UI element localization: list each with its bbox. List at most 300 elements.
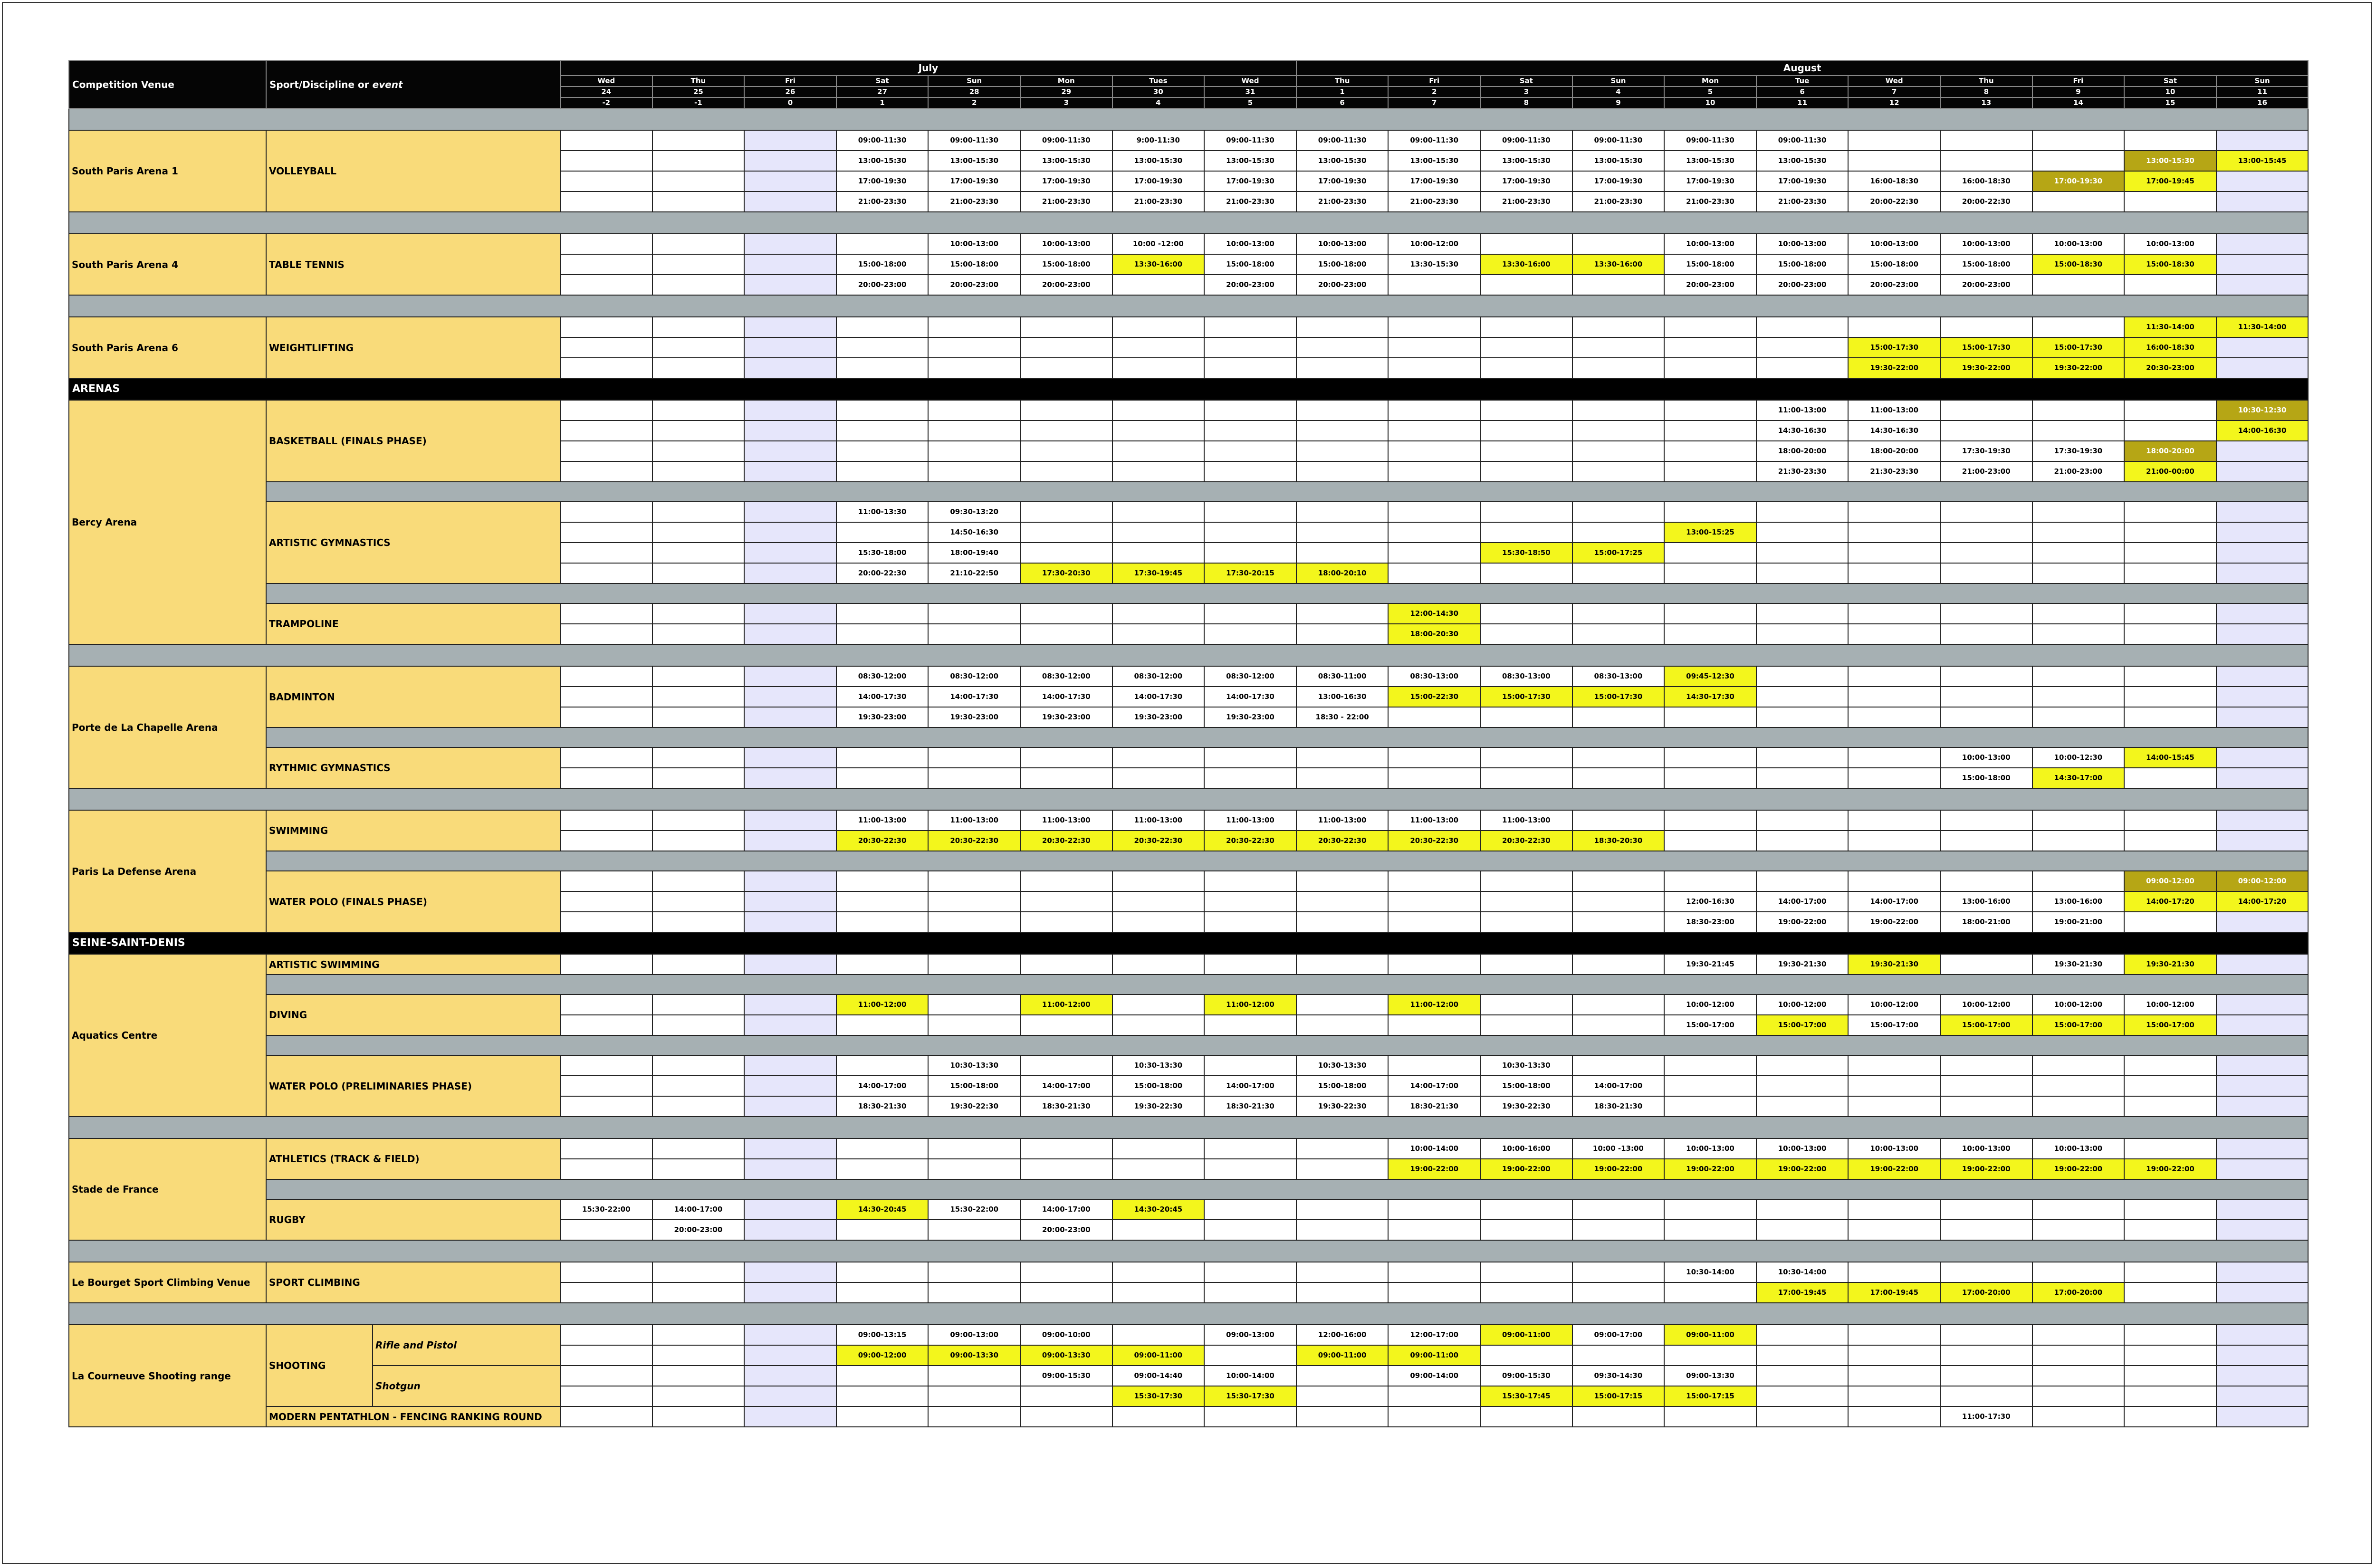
session-cell: 15:00-18:00	[928, 1076, 1020, 1096]
session-cell	[1480, 337, 1572, 358]
session-cell	[1940, 421, 2032, 441]
session-cell: 15:00-18:00	[1940, 254, 2032, 275]
session-cell: 17:00-19:30	[2032, 171, 2125, 191]
session-cell: 19:00-22:00	[1664, 1159, 1756, 1179]
session-cell	[2216, 1345, 2309, 1366]
session-cell	[2124, 1345, 2216, 1366]
session-cell	[1756, 871, 1849, 891]
session-cell: 17:30-19:30	[1940, 441, 2032, 461]
session-cell: 20:30-22:30	[836, 831, 929, 851]
session-cell	[1848, 1345, 1940, 1366]
session-cell: 15:30-17:45	[1480, 1386, 1572, 1406]
session-cell: 13:00-15:30	[1204, 151, 1296, 171]
session-cell	[560, 502, 652, 522]
table-row	[69, 295, 2308, 317]
session-cell	[560, 337, 652, 358]
session-cell	[1940, 603, 2032, 624]
session-cell	[744, 130, 836, 151]
table-row	[69, 603, 2308, 624]
session-cell: 10:00-13:00	[1204, 234, 1296, 254]
games-day-index: -1	[652, 97, 745, 108]
session-cell	[1940, 563, 2032, 583]
session-cell	[1388, 461, 1480, 482]
session-cell: 21:30-23:30	[1756, 461, 1849, 482]
session-cell: 13:00-16:00	[1940, 891, 2032, 912]
session-cell: 15:30-22:00	[928, 1199, 1020, 1220]
session-cell	[1572, 358, 1665, 378]
session-cell	[1848, 1325, 1940, 1345]
venue-name: Paris La Defense Arena	[69, 810, 266, 932]
session-cell: 09:00-11:30	[1572, 130, 1665, 151]
session-cell	[1940, 400, 2032, 421]
session-cell: 09:00-11:30	[1756, 130, 1849, 151]
session-cell	[1572, 768, 1665, 788]
session-cell	[2032, 421, 2125, 441]
table-row	[69, 1240, 2308, 1262]
session-cell: 13:00-15:30	[1664, 151, 1756, 171]
session-cell	[744, 1262, 836, 1282]
session-cell	[1756, 1096, 1849, 1117]
session-cell	[1112, 1220, 1205, 1240]
session-cell	[560, 421, 652, 441]
session-cell	[2032, 1220, 2125, 1240]
session-cell: 15:00-17:15	[1572, 1386, 1665, 1406]
session-cell: 19:00-21:00	[2032, 912, 2125, 932]
venue-name: South Paris Arena 4	[69, 234, 266, 295]
session-cell: 11:30-14:00	[2124, 317, 2216, 337]
session-cell	[928, 1282, 1020, 1303]
day-number: 30	[1112, 86, 1205, 97]
session-cell	[744, 891, 836, 912]
session-cell	[1296, 522, 1389, 543]
session-cell	[2124, 1366, 2216, 1386]
session-cell: 15:00-17:15	[1664, 1386, 1756, 1406]
table-row	[69, 975, 2308, 994]
session-cell	[1296, 1282, 1389, 1303]
sport-name: RYTHMIC GYMNASTICS	[266, 747, 560, 788]
session-cell: 19:30-21:30	[1756, 954, 1849, 975]
session-cell: 18:00-20:30	[1388, 624, 1480, 644]
session-cell: 14:00-17:00	[1204, 1076, 1296, 1096]
session-cell	[1112, 522, 1205, 543]
session-cell	[2124, 191, 2216, 212]
session-cell: 18:00-20:00	[1756, 441, 1849, 461]
games-day-index: 13	[1940, 97, 2032, 108]
session-cell	[1756, 543, 1849, 563]
session-cell: 19:30-21:30	[2032, 954, 2125, 975]
session-cell	[1756, 1406, 1849, 1427]
session-cell: 17:00-19:30	[1664, 171, 1756, 191]
session-cell	[560, 624, 652, 644]
session-cell	[1756, 687, 1849, 707]
session-cell	[652, 707, 745, 727]
games-day-index: 12	[1848, 97, 1940, 108]
session-cell	[560, 358, 652, 378]
session-cell	[1296, 1138, 1389, 1159]
session-cell	[2124, 1220, 2216, 1240]
venue-name: Stade de France	[69, 1138, 266, 1240]
session-cell	[744, 603, 836, 624]
session-cell	[836, 1220, 929, 1240]
session-cell	[836, 1262, 929, 1282]
sub-separator	[266, 851, 2308, 871]
session-cell: 19:30-22:30	[928, 1096, 1020, 1117]
games-day-index: -2	[560, 97, 652, 108]
session-cell	[1664, 747, 1756, 768]
session-cell	[1480, 461, 1572, 482]
session-cell	[1204, 337, 1296, 358]
session-cell	[560, 1345, 652, 1366]
session-cell: 21:00-23:30	[1296, 191, 1389, 212]
day-number: 29	[1020, 86, 1112, 97]
session-cell: 11:30-14:00	[2216, 317, 2309, 337]
session-cell: 15:00-18:00	[1296, 254, 1389, 275]
session-cell	[560, 1138, 652, 1159]
session-cell	[2216, 912, 2309, 932]
session-cell	[1664, 871, 1756, 891]
session-cell: 10:00-13:00	[928, 234, 1020, 254]
sub-separator	[266, 482, 2308, 502]
session-cell	[928, 1366, 1020, 1386]
session-cell	[1756, 502, 1849, 522]
session-cell: 10:30-13:30	[1480, 1055, 1572, 1076]
session-cell: 10:00-12:00	[1756, 994, 1849, 1015]
session-cell: 10:00-12:00	[1940, 994, 2032, 1015]
session-cell	[1664, 603, 1756, 624]
session-cell: 15:00-18:00	[1112, 1076, 1205, 1096]
session-cell	[1480, 1282, 1572, 1303]
session-cell: 17:00-19:30	[1388, 171, 1480, 191]
session-cell	[1388, 441, 1480, 461]
session-cell	[560, 130, 652, 151]
session-cell	[744, 1282, 836, 1303]
session-cell	[1020, 502, 1112, 522]
sport-name: ARTISTIC GYMNASTICS	[266, 502, 560, 583]
session-cell	[2124, 1076, 2216, 1096]
session-cell	[1112, 502, 1205, 522]
session-cell	[652, 337, 745, 358]
session-cell	[560, 317, 652, 337]
session-cell	[1204, 358, 1296, 378]
session-cell	[1020, 1159, 1112, 1179]
session-cell	[1388, 891, 1480, 912]
table-row	[69, 583, 2308, 603]
session-cell	[2124, 1138, 2216, 1159]
session-cell	[2032, 1386, 2125, 1406]
session-cell	[1388, 543, 1480, 563]
session-cell	[1388, 337, 1480, 358]
session-cell	[560, 707, 652, 727]
session-cell	[836, 461, 929, 482]
session-cell	[1020, 1406, 1112, 1427]
session-cell	[2124, 130, 2216, 151]
session-cell	[1940, 522, 2032, 543]
day-of-week: Wed	[560, 76, 652, 86]
session-cell: 14:30-20:45	[1112, 1199, 1205, 1220]
session-cell	[1020, 337, 1112, 358]
session-cell	[1480, 954, 1572, 975]
session-cell	[744, 666, 836, 687]
session-cell: 15:00-18:00	[1204, 254, 1296, 275]
session-cell	[2124, 810, 2216, 831]
session-cell: 15:00-17:00	[2032, 1015, 2125, 1035]
session-cell: 15:00-18:30	[2124, 254, 2216, 275]
separator	[69, 108, 2308, 130]
session-cell: 21:00-23:30	[1480, 191, 1572, 212]
session-cell	[652, 871, 745, 891]
session-cell	[744, 707, 836, 727]
session-cell: 20:00-23:00	[1020, 275, 1112, 295]
session-cell	[1572, 871, 1665, 891]
session-cell	[1296, 871, 1389, 891]
session-cell: 19:00-22:00	[1388, 1159, 1480, 1179]
session-cell: 10:00-13:00	[1848, 234, 1940, 254]
session-cell	[2216, 994, 2309, 1015]
session-cell	[1572, 954, 1665, 975]
session-cell	[1480, 994, 1572, 1015]
session-cell: 10:00-13:00	[1940, 1138, 2032, 1159]
session-cell	[1112, 400, 1205, 421]
session-cell	[560, 831, 652, 851]
session-cell	[1020, 747, 1112, 768]
session-cell: 14:00-16:30	[2216, 421, 2309, 441]
session-cell	[2032, 1345, 2125, 1366]
session-cell: 21:00-23:30	[1756, 191, 1849, 212]
games-day-index: 14	[2032, 97, 2125, 108]
session-cell	[2216, 337, 2309, 358]
session-cell: 19:30-22:00	[1940, 358, 2032, 378]
session-cell	[1388, 502, 1480, 522]
day-of-week: Sat	[1480, 76, 1572, 86]
session-cell: 15:00-18:00	[1020, 254, 1112, 275]
session-cell	[1756, 1366, 1849, 1386]
session-cell: 09:00-13:00	[1204, 1325, 1296, 1345]
session-cell: 11:00-17:30	[1940, 1406, 2032, 1427]
session-cell	[2216, 358, 2309, 378]
session-cell	[1020, 543, 1112, 563]
games-day-index: 1	[836, 97, 929, 108]
session-cell	[928, 421, 1020, 441]
table-row	[69, 378, 2308, 400]
session-cell	[652, 603, 745, 624]
session-cell	[2124, 912, 2216, 932]
sport-name: TRAMPOLINE	[266, 603, 560, 644]
session-cell: 10:30-14:00	[1664, 1262, 1756, 1282]
day-number: 9	[2032, 86, 2125, 97]
session-cell	[1664, 543, 1756, 563]
session-cell	[1756, 1386, 1849, 1406]
session-cell	[2032, 543, 2125, 563]
session-cell: 11:00-13:00	[1204, 810, 1296, 831]
day-of-week: Thu	[652, 76, 745, 86]
session-cell: 10:00-12:00	[1848, 994, 1940, 1015]
session-cell	[2124, 421, 2216, 441]
session-cell	[2216, 461, 2309, 482]
session-cell	[652, 234, 745, 254]
session-cell	[1756, 522, 1849, 543]
session-cell: 15:00-22:30	[1388, 687, 1480, 707]
table-row	[69, 1366, 2308, 1386]
table-row	[69, 932, 2308, 954]
session-cell	[1940, 687, 2032, 707]
session-cell	[1664, 1345, 1756, 1366]
session-cell: 20:00-22:30	[1848, 191, 1940, 212]
separator	[69, 1240, 2308, 1262]
session-cell	[1480, 624, 1572, 644]
session-cell: 21:00-00:00	[2124, 461, 2216, 482]
session-cell	[1480, 768, 1572, 788]
table-row	[69, 788, 2308, 810]
session-cell	[560, 891, 652, 912]
session-cell: 10:30-12:30	[2216, 400, 2309, 421]
session-cell	[2124, 1055, 2216, 1076]
day-of-week: Sun	[1572, 76, 1665, 86]
session-cell	[1664, 441, 1756, 461]
session-cell	[1572, 1262, 1665, 1282]
session-cell	[1572, 317, 1665, 337]
table-row	[69, 234, 2308, 254]
session-cell	[2124, 1096, 2216, 1117]
session-cell	[836, 1386, 929, 1406]
session-cell	[2032, 1325, 2125, 1345]
session-cell	[560, 1282, 652, 1303]
session-cell	[1204, 1345, 1296, 1366]
session-cell	[2216, 441, 2309, 461]
session-cell: 13:30-16:00	[1480, 254, 1572, 275]
session-cell: 10:00-13:00	[2032, 234, 2125, 254]
session-cell: 17:00-19:30	[1480, 171, 1572, 191]
session-cell	[560, 191, 652, 212]
session-cell	[2032, 831, 2125, 851]
session-cell	[744, 1220, 836, 1240]
session-cell	[836, 747, 929, 768]
session-cell: 09:00-11:30	[928, 130, 1020, 151]
session-cell	[1480, 1199, 1572, 1220]
session-cell	[836, 891, 929, 912]
session-cell: 11:00-13:30	[836, 502, 929, 522]
day-of-week: Fri	[1388, 76, 1480, 86]
session-cell	[1848, 624, 1940, 644]
session-cell: 10:00 -12:00	[1112, 234, 1205, 254]
session-cell	[1848, 666, 1940, 687]
session-cell	[1112, 337, 1205, 358]
table-row	[69, 666, 2308, 687]
session-cell: 19:30-22:00	[2032, 358, 2125, 378]
session-cell	[1112, 1262, 1205, 1282]
session-cell: 18:30-23:00	[1664, 912, 1756, 932]
session-cell: 20:00-23:00	[1756, 275, 1849, 295]
session-cell	[1664, 707, 1756, 727]
session-cell: 21:00-23:30	[1572, 191, 1665, 212]
session-cell	[1664, 1096, 1756, 1117]
session-cell	[1664, 502, 1756, 522]
session-cell	[2216, 1199, 2309, 1220]
session-cell	[1480, 891, 1572, 912]
session-cell	[560, 543, 652, 563]
session-cell	[1204, 891, 1296, 912]
day-of-week: Wed	[1204, 76, 1296, 86]
session-cell: 09:00-11:30	[1020, 130, 1112, 151]
session-cell: 09:00-17:00	[1572, 1325, 1665, 1345]
session-cell	[1940, 831, 2032, 851]
session-cell: 20:00-23:00	[1020, 1220, 1112, 1240]
session-cell	[1020, 522, 1112, 543]
session-cell: 09:00-11:30	[1664, 130, 1756, 151]
session-cell	[1572, 400, 1665, 421]
session-cell	[560, 461, 652, 482]
session-cell	[2032, 1096, 2125, 1117]
session-cell	[744, 191, 836, 212]
session-cell	[2124, 1386, 2216, 1406]
session-cell	[1112, 421, 1205, 441]
session-cell	[1480, 563, 1572, 583]
session-cell	[836, 1015, 929, 1035]
session-cell	[560, 400, 652, 421]
session-cell	[1572, 1015, 1665, 1035]
session-cell	[1296, 994, 1389, 1015]
session-cell	[1572, 1055, 1665, 1076]
session-cell	[1664, 1220, 1756, 1240]
session-cell: 09:00-11:00	[1480, 1325, 1572, 1345]
session-cell	[2216, 1282, 2309, 1303]
day-of-week: Sun	[928, 76, 1020, 86]
session-cell: 13:30-16:00	[1112, 254, 1205, 275]
session-cell: 19:30-21:45	[1664, 954, 1756, 975]
session-cell	[836, 912, 929, 932]
session-cell	[652, 400, 745, 421]
session-cell: 12:00-14:30	[1388, 603, 1480, 624]
session-cell: 12:00-16:00	[1296, 1325, 1389, 1345]
session-cell	[744, 1406, 836, 1427]
session-cell	[1940, 543, 2032, 563]
session-cell	[652, 768, 745, 788]
table-row	[69, 727, 2308, 747]
session-cell	[928, 337, 1020, 358]
session-cell: 10:00-12:00	[1388, 234, 1480, 254]
session-cell: 19:30-22:00	[1848, 358, 1940, 378]
session-cell: 09:00-14:00	[1388, 1366, 1480, 1386]
sport-name: WEIGHTLIFTING	[266, 317, 560, 378]
session-cell	[1664, 1055, 1756, 1076]
table-row	[69, 954, 2308, 975]
session-cell	[2216, 687, 2309, 707]
session-cell: 14:00-17:20	[2124, 891, 2216, 912]
session-cell: 14:30-16:30	[1756, 421, 1849, 441]
session-cell: 11:00-13:00	[1112, 810, 1205, 831]
session-cell: 10:30-13:30	[928, 1055, 1020, 1076]
session-cell	[1848, 1076, 1940, 1096]
session-cell	[652, 522, 745, 543]
session-cell	[1020, 358, 1112, 378]
session-cell	[560, 1220, 652, 1240]
session-cell	[652, 421, 745, 441]
session-cell: 09:00-11:00	[1388, 1345, 1480, 1366]
session-cell: 10:00-12:00	[2032, 994, 2125, 1015]
session-cell	[1480, 522, 1572, 543]
session-cell	[836, 1138, 929, 1159]
session-cell	[2124, 543, 2216, 563]
session-cell	[1388, 522, 1480, 543]
session-cell	[2124, 687, 2216, 707]
games-day-index: 15	[2124, 97, 2216, 108]
session-cell: 18:30-21:30	[1388, 1096, 1480, 1117]
session-cell	[1480, 358, 1572, 378]
session-cell: 20:30-22:30	[928, 831, 1020, 851]
session-cell	[744, 1386, 836, 1406]
section-header: SEINE-SAINT-DENIS	[69, 932, 2308, 954]
schedule-table	[68, 60, 2309, 1427]
session-cell: 14:00-17:00	[836, 1076, 929, 1096]
